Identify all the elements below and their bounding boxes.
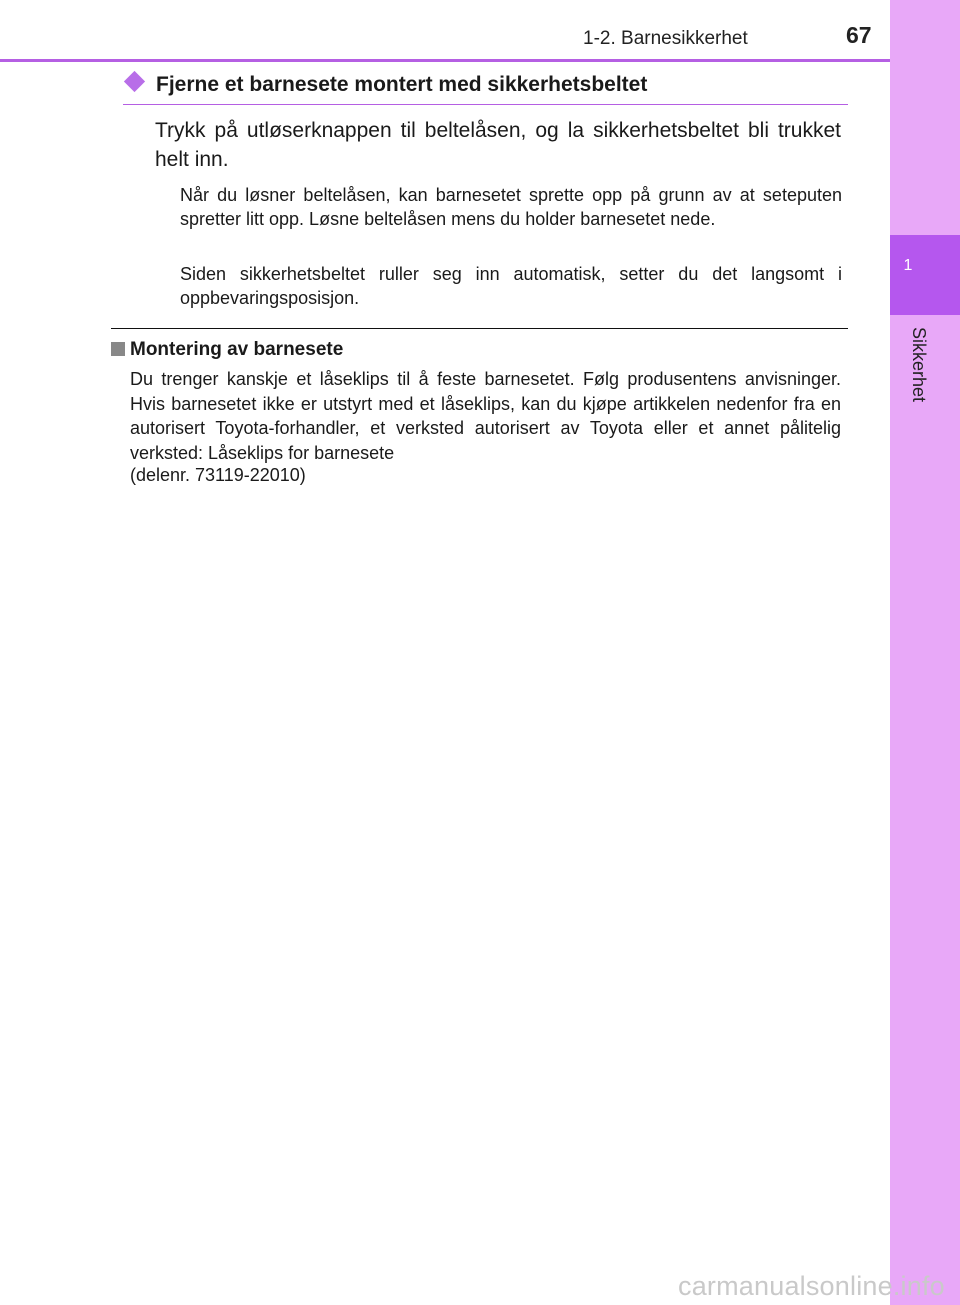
section-divider	[111, 328, 848, 329]
note-paragraph: Siden sikkerhetsbeltet ruller seg inn automatisk, setter du det langsomt i oppbevaringsposisjon.	[180, 264, 842, 308]
page-number: 67	[846, 22, 872, 48]
watermark: carmanualsonline.info	[678, 1271, 945, 1301]
diamond-icon	[124, 71, 145, 92]
square-bullet-icon	[111, 342, 125, 356]
subsection-body: Du trenger kanskje et låseklips til å feste barnesetet. Følg produsentens anvisninger. Hvis barnesetet ikke er utstyrt med et låseklips, kan du kjøpe artikkelen nedenfor fra en autorisert Toyota-forhandler, et verksted autorisert av Toyota eller et annet pålitelig verksted: Låseklips for barnesete	[130, 369, 841, 463]
chapter-tab-active-marker	[890, 235, 960, 315]
note-paragraph: Når du løsner beltelåsen, kan barnesetet sprette opp på grunn av at seteputen spretter litt opp. Løsne beltelåsen mens du holder barnesetet nede.	[180, 185, 842, 229]
subsection-heading: Montering av barnesete	[130, 339, 344, 360]
section-heading: Fjerne et barnesete montert med sikkerhetsbeltet	[156, 73, 648, 96]
instruction-text: Trykk på utløserknappen til beltelåsen, og la sikkerhetsbeltet bli trukket helt inn.	[155, 119, 841, 171]
chapter-side-tab	[890, 0, 960, 1305]
header-divider	[0, 59, 890, 62]
chapter-number: 1	[903, 257, 913, 274]
chapter-label: Sikkerhet	[909, 327, 929, 403]
heading-underline	[123, 104, 848, 105]
part-number: (delenr. 73119-22010)	[130, 465, 306, 485]
header-section-title: 1-2. Barnesikkerhet	[583, 28, 748, 49]
